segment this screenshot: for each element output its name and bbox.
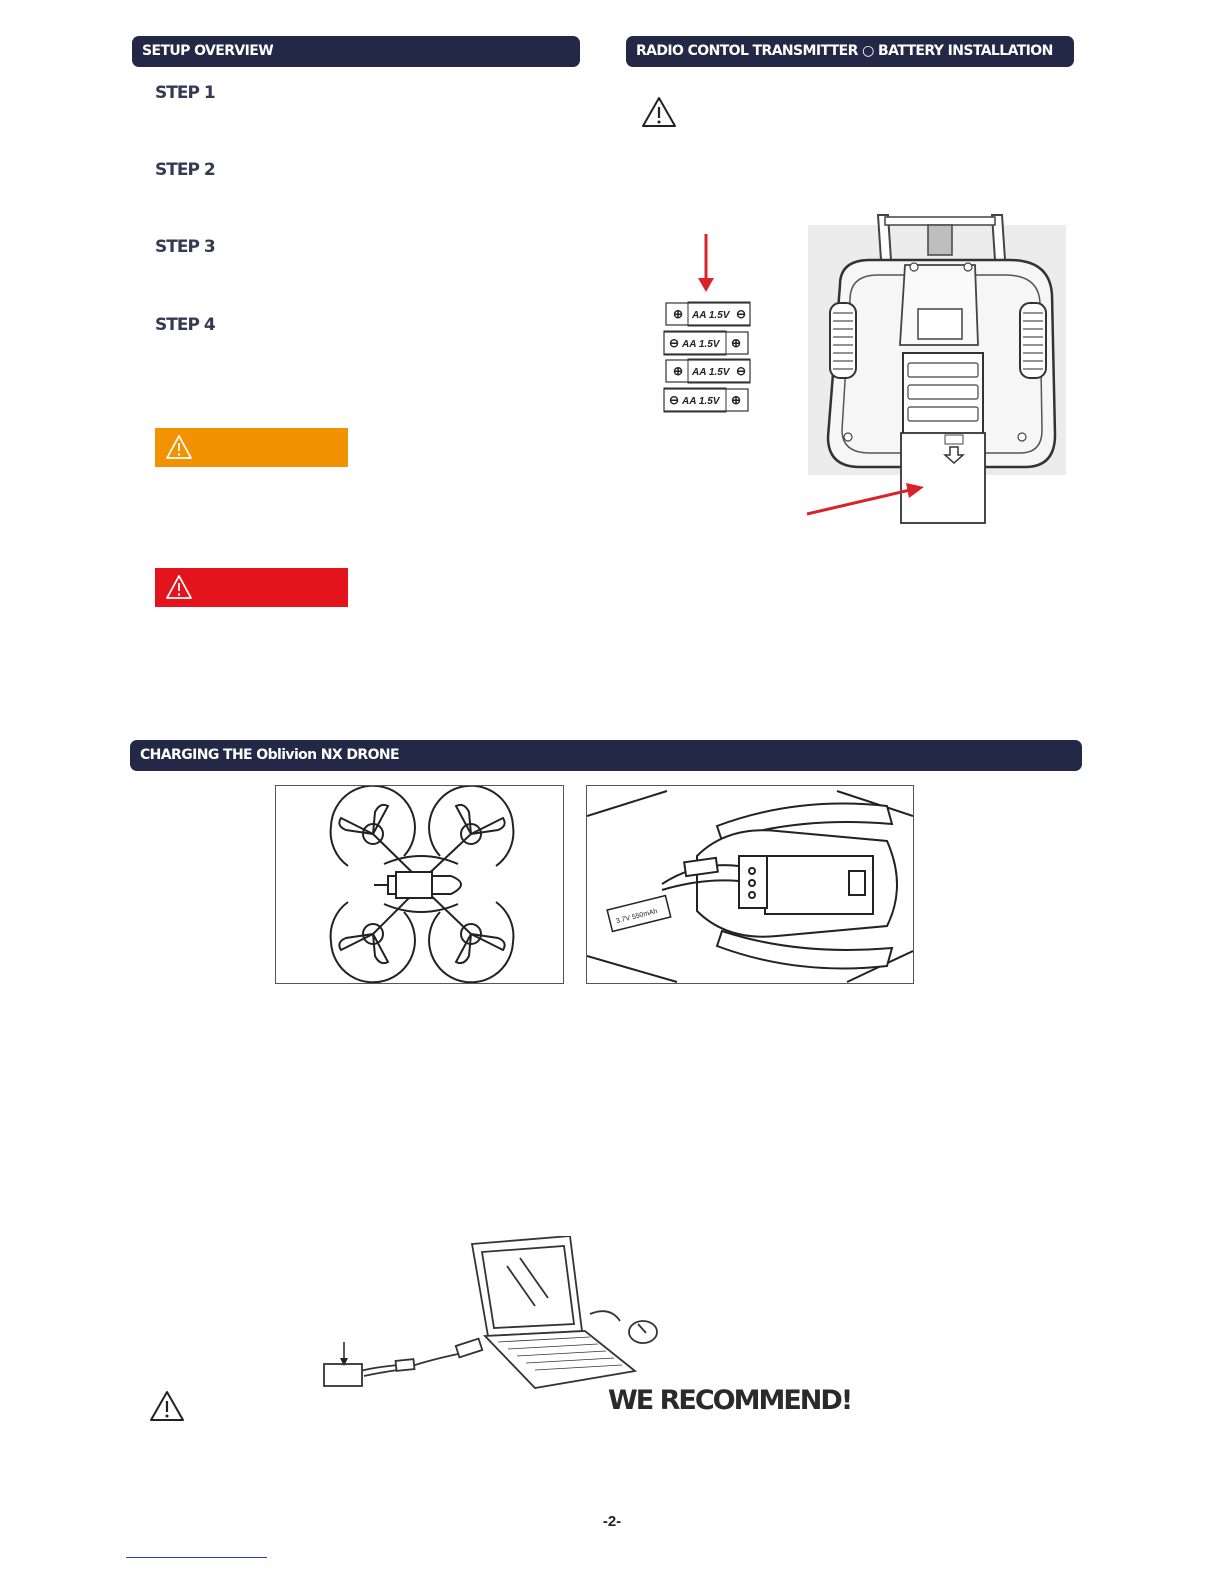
svg-text:⊕: ⊕	[673, 364, 684, 378]
step-3-label: STEP 3	[155, 237, 215, 257]
svg-text:⊕: ⊕	[673, 307, 684, 321]
warning-icon	[165, 434, 193, 460]
setup-overview-header	[132, 36, 580, 67]
caution-box	[155, 428, 348, 467]
battery-cell-label: AA 1.5V	[692, 367, 730, 378]
aa-battery	[664, 388, 748, 412]
warning-icon	[165, 574, 193, 600]
aa-battery	[664, 331, 748, 355]
footer-rule	[126, 1557, 267, 1558]
svg-text:⊖: ⊖	[736, 364, 747, 378]
svg-text:⊕: ⊕	[731, 336, 742, 350]
we-recommend-heading: WE RECOMMEND!	[608, 1385, 852, 1416]
drone-battery-detail-illustration	[587, 786, 913, 983]
step-4-label: STEP 4	[155, 315, 215, 335]
aa-battery	[666, 359, 750, 383]
svg-text:⊖: ⊖	[736, 307, 747, 321]
battery-cell-label: AA 1.5V	[682, 396, 720, 407]
warning-icon	[640, 95, 678, 129]
aa-battery	[666, 302, 750, 326]
aa-batteries-illustration	[660, 230, 760, 420]
svg-text:⊕: ⊕	[731, 393, 742, 407]
charging-title: CHARGING THE Oblivion NX DRONE	[140, 747, 399, 763]
battery-installation-title: RADIO CONTOL TRANSMITTER ○ BATTERY INSTALLATION	[636, 43, 1053, 59]
charging-header	[130, 740, 1082, 771]
drone-top-view-illustration	[276, 786, 563, 983]
page-number: -2-	[602, 1513, 622, 1530]
step-1-label: STEP 1	[155, 83, 215, 103]
laptop-usb-charging-illustration	[320, 1236, 665, 1396]
transmitter-back-illustration	[800, 205, 1070, 530]
danger-box	[155, 568, 348, 607]
battery-installation-header	[626, 36, 1074, 67]
svg-text:⊖: ⊖	[669, 393, 680, 407]
battery-cell-label: AA 1.5V	[682, 339, 720, 350]
charger-battery-label: 3.7V 550mAh	[615, 908, 659, 926]
drone-top-view-frame	[275, 785, 564, 984]
battery-cell-label: AA 1.5V	[692, 310, 730, 321]
step-2-label: STEP 2	[155, 160, 215, 180]
setup-overview-title: SETUP OVERVIEW	[142, 43, 274, 59]
drone-battery-detail-frame	[586, 785, 914, 984]
warning-icon	[148, 1389, 186, 1423]
svg-text:⊖: ⊖	[669, 336, 680, 350]
